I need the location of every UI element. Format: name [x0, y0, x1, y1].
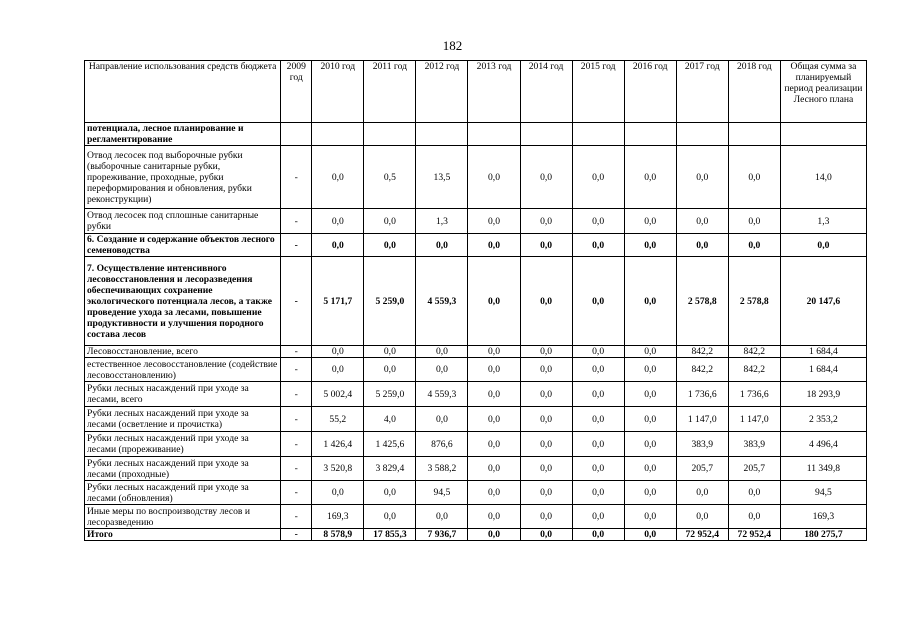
value-cell-2015: 0,0 [572, 432, 624, 457]
value-cell-2009: - [281, 432, 312, 457]
table-row [85, 407, 867, 432]
value-cell-2017: 0,0 [676, 481, 728, 505]
value-cell-2009: - [281, 529, 312, 541]
value-cell-total: 2 353,2 [780, 407, 866, 432]
table-row [85, 257, 867, 346]
value-cell-2016: 0,0 [624, 505, 676, 529]
value-cell-2014: 0,0 [520, 432, 572, 457]
value-cell-2015: 0,0 [572, 358, 624, 382]
value-cell-2010: 0,0 [312, 146, 364, 209]
table-row [85, 209, 867, 234]
value-cell-total: 11 349,8 [780, 457, 866, 481]
value-cell-2014: 0,0 [520, 358, 572, 382]
table-row [85, 457, 867, 481]
value-cell-2009 [281, 123, 312, 146]
value-cell-2015: 0,0 [572, 209, 624, 234]
value-cell-2015 [572, 123, 624, 146]
value-cell-2013: 0,0 [468, 481, 520, 505]
value-cell-2014: 0,0 [520, 481, 572, 505]
value-cell-2012: 7 936,7 [416, 529, 468, 541]
value-cell-2013: 0,0 [468, 529, 520, 541]
value-cell-2016: 0,0 [624, 257, 676, 346]
value-cell-total: 1 684,4 [780, 358, 866, 382]
value-cell-2016: 0,0 [624, 407, 676, 432]
header-2014: 2014 год [520, 61, 572, 123]
value-cell-2014: 0,0 [520, 457, 572, 481]
value-cell-2014: 0,0 [520, 407, 572, 432]
value-cell-2018: 383,9 [728, 432, 780, 457]
value-cell-2017: 383,9 [676, 432, 728, 457]
value-cell-2018: 205,7 [728, 457, 780, 481]
value-cell-2010: 169,3 [312, 505, 364, 529]
header-2013: 2013 год [468, 61, 520, 123]
value-cell-2009: - [281, 257, 312, 346]
value-cell-2015: 0,0 [572, 257, 624, 346]
value-cell-2012: 13,5 [416, 146, 468, 209]
value-cell-2018: 0,0 [728, 505, 780, 529]
value-cell-2012: 0,0 [416, 358, 468, 382]
row-label-cell: Отвод лесосек под выборочные рубки (выборочные санитарные рубки, прореживание, проходные, рубки переформирования и обновления, рубки реконструкции) [85, 146, 281, 209]
table-row [85, 529, 867, 541]
value-cell-total: 1,3 [780, 209, 866, 234]
value-cell-2013: 0,0 [468, 407, 520, 432]
value-cell-2014: 0,0 [520, 146, 572, 209]
value-cell-2009: - [281, 505, 312, 529]
value-cell-2017: 0,0 [676, 146, 728, 209]
table-row [85, 358, 867, 382]
value-cell-2017: 0,0 [676, 234, 728, 257]
value-cell-2014: 0,0 [520, 346, 572, 358]
value-cell-2015: 0,0 [572, 146, 624, 209]
value-cell-total: 14,0 [780, 146, 866, 209]
table-row [85, 346, 867, 358]
value-cell-2012: 0,0 [416, 234, 468, 257]
value-cell-2018: 1 147,0 [728, 407, 780, 432]
row-label-cell: потенциала, лесное планирование и регламентирование [85, 123, 281, 146]
value-cell-2015: 0,0 [572, 382, 624, 407]
table-row [85, 382, 867, 407]
header-total: Общая сумма за планируемый период реализации Лесного плана [780, 61, 866, 123]
value-cell-2010: 0,0 [312, 234, 364, 257]
value-cell-2013: 0,0 [468, 234, 520, 257]
value-cell-total [780, 123, 866, 146]
table-row [85, 234, 867, 257]
value-cell-2009: - [281, 146, 312, 209]
value-cell-2013 [468, 123, 520, 146]
row-label-cell: Рубки лесных насаждений при уходе за лесами (обновления) [85, 481, 281, 505]
value-cell-2011: 0,0 [364, 209, 416, 234]
value-cell-2011: 3 829,4 [364, 457, 416, 481]
value-cell-2012: 4 559,3 [416, 382, 468, 407]
value-cell-2017: 1 147,0 [676, 407, 728, 432]
value-cell-2009: - [281, 358, 312, 382]
header-2009: 2009 год [281, 61, 312, 123]
value-cell-2012: 1,3 [416, 209, 468, 234]
value-cell-2013: 0,0 [468, 358, 520, 382]
value-cell-2014: 0,0 [520, 234, 572, 257]
value-cell-total: 4 496,4 [780, 432, 866, 457]
value-cell-total: 169,3 [780, 505, 866, 529]
value-cell-2012: 94,5 [416, 481, 468, 505]
value-cell-2014: 0,0 [520, 529, 572, 541]
value-cell-2012: 876,6 [416, 432, 468, 457]
value-cell-2016: 0,0 [624, 432, 676, 457]
value-cell-2009: - [281, 209, 312, 234]
row-label-cell: 7. Осуществление интенсивного лесовосстановления и лесоразведения обеспечивающих сохранение экологического потенциала лесов, а также проведение ухода за лесами, повышение продуктивности и улучшения породного состава лесов [85, 257, 281, 346]
value-cell-total: 18 293,9 [780, 382, 866, 407]
value-cell-2013: 0,0 [468, 505, 520, 529]
header-2010: 2010 год [312, 61, 364, 123]
value-cell-2011: 0,0 [364, 358, 416, 382]
value-cell-2010: 5 171,7 [312, 257, 364, 346]
value-cell-2010: 0,0 [312, 358, 364, 382]
row-label-cell: Иные меры по воспроизводству лесов и лесоразведению [85, 505, 281, 529]
row-label-cell: Рубки лесных насаждений при уходе за лесами (осветление и прочистка) [85, 407, 281, 432]
value-cell-2011: 0,0 [364, 481, 416, 505]
value-cell-2018: 1 736,6 [728, 382, 780, 407]
value-cell-2015: 0,0 [572, 505, 624, 529]
value-cell-2014: 0,0 [520, 505, 572, 529]
value-cell-2018: 842,2 [728, 358, 780, 382]
value-cell-total: 94,5 [780, 481, 866, 505]
value-cell-2010 [312, 123, 364, 146]
header-direction: Направление использования средств бюджета [85, 61, 281, 123]
value-cell-2009: - [281, 481, 312, 505]
value-cell-2012: 3 588,2 [416, 457, 468, 481]
value-cell-2011: 0,5 [364, 146, 416, 209]
value-cell-2011: 17 855,3 [364, 529, 416, 541]
header-2016: 2016 год [624, 61, 676, 123]
row-label-cell: Рубки лесных насаждений при уходе за лесами (проходные) [85, 457, 281, 481]
row-label-cell: Рубки лесных насаждений при уходе за лесами, всего [85, 382, 281, 407]
value-cell-2015: 0,0 [572, 481, 624, 505]
value-cell-2014: 0,0 [520, 382, 572, 407]
value-cell-2011: 4,0 [364, 407, 416, 432]
value-cell-2011: 0,0 [364, 505, 416, 529]
value-cell-2016: 0,0 [624, 481, 676, 505]
value-cell-2012 [416, 123, 468, 146]
value-cell-2015: 0,0 [572, 529, 624, 541]
value-cell-total: 20 147,6 [780, 257, 866, 346]
value-cell-2015: 0,0 [572, 407, 624, 432]
value-cell-2015: 0,0 [572, 346, 624, 358]
header-row [85, 61, 867, 123]
value-cell-2017: 0,0 [676, 505, 728, 529]
value-cell-2018: 0,0 [728, 146, 780, 209]
value-cell-2017: 1 736,6 [676, 382, 728, 407]
budget-table [84, 60, 867, 541]
header-2015: 2015 год [572, 61, 624, 123]
row-label-cell: Отвод лесосек под сплошные санитарные рубки [85, 209, 281, 234]
value-cell-2010: 0,0 [312, 209, 364, 234]
value-cell-2011: 1 425,6 [364, 432, 416, 457]
header-2011: 2011 год [364, 61, 416, 123]
value-cell-2013: 0,0 [468, 457, 520, 481]
value-cell-2012: 0,0 [416, 505, 468, 529]
value-cell-2018: 0,0 [728, 481, 780, 505]
value-cell-2016: 0,0 [624, 358, 676, 382]
value-cell-2014: 0,0 [520, 209, 572, 234]
value-cell-2018: 2 578,8 [728, 257, 780, 346]
value-cell-2011 [364, 123, 416, 146]
value-cell-2016: 0,0 [624, 529, 676, 541]
value-cell-2017: 842,2 [676, 346, 728, 358]
value-cell-2010: 5 002,4 [312, 382, 364, 407]
value-cell-2009: - [281, 407, 312, 432]
value-cell-2016: 0,0 [624, 146, 676, 209]
table-row [85, 123, 867, 146]
header-2018: 2018 год [728, 61, 780, 123]
value-cell-2016: 0,0 [624, 346, 676, 358]
value-cell-total: 180 275,7 [780, 529, 866, 541]
value-cell-2018: 72 952,4 [728, 529, 780, 541]
value-cell-2011: 0,0 [364, 346, 416, 358]
value-cell-2012: 4 559,3 [416, 257, 468, 346]
value-cell-2012: 0,0 [416, 346, 468, 358]
value-cell-2011: 0,0 [364, 234, 416, 257]
value-cell-2017: 72 952,4 [676, 529, 728, 541]
value-cell-2016: 0,0 [624, 234, 676, 257]
table-row [85, 505, 867, 529]
value-cell-2013: 0,0 [468, 382, 520, 407]
value-cell-2017 [676, 123, 728, 146]
value-cell-2014: 0,0 [520, 257, 572, 346]
value-cell-2009: - [281, 457, 312, 481]
value-cell-2013: 0,0 [468, 346, 520, 358]
value-cell-2017: 0,0 [676, 209, 728, 234]
value-cell-2013: 0,0 [468, 146, 520, 209]
value-cell-2010: 0,0 [312, 346, 364, 358]
header-2012: 2012 год [416, 61, 468, 123]
value-cell-2013: 0,0 [468, 209, 520, 234]
row-label-cell: Итого [85, 529, 281, 541]
value-cell-2015: 0,0 [572, 457, 624, 481]
value-cell-2016: 0,0 [624, 209, 676, 234]
value-cell-2018: 0,0 [728, 209, 780, 234]
value-cell-2010: 0,0 [312, 481, 364, 505]
table-row [85, 481, 867, 505]
value-cell-2016: 0,0 [624, 382, 676, 407]
value-cell-2011: 5 259,0 [364, 382, 416, 407]
value-cell-2018: 842,2 [728, 346, 780, 358]
value-cell-2017: 2 578,8 [676, 257, 728, 346]
value-cell-2010: 8 578,9 [312, 529, 364, 541]
value-cell-2011: 5 259,0 [364, 257, 416, 346]
row-label-cell: Лесовосстановление, всего [85, 346, 281, 358]
value-cell-total: 0,0 [780, 234, 866, 257]
table-row [85, 146, 867, 209]
row-label-cell: 6. Создание и содержание объектов лесного семеноводства [85, 234, 281, 257]
value-cell-total: 1 684,4 [780, 346, 866, 358]
value-cell-2017: 842,2 [676, 358, 728, 382]
page-number: 182 [442, 38, 463, 53]
value-cell-2010: 55,2 [312, 407, 364, 432]
value-cell-2013: 0,0 [468, 432, 520, 457]
row-label-cell: естественное лесовосстановление (содействие лесовосстановлению) [85, 358, 281, 382]
table-row [85, 432, 867, 457]
value-cell-2018: 0,0 [728, 234, 780, 257]
value-cell-2015: 0,0 [572, 234, 624, 257]
value-cell-2009: - [281, 346, 312, 358]
value-cell-2014 [520, 123, 572, 146]
value-cell-2013: 0,0 [468, 257, 520, 346]
value-cell-2010: 3 520,8 [312, 457, 364, 481]
value-cell-2017: 205,7 [676, 457, 728, 481]
row-label-cell: Рубки лесных насаждений при уходе за лесами (прореживание) [85, 432, 281, 457]
value-cell-2012: 0,0 [416, 407, 468, 432]
value-cell-2018 [728, 123, 780, 146]
value-cell-2016: 0,0 [624, 457, 676, 481]
value-cell-2009: - [281, 234, 312, 257]
header-2017: 2017 год [676, 61, 728, 123]
value-cell-2016 [624, 123, 676, 146]
value-cell-2009: - [281, 382, 312, 407]
value-cell-2010: 1 426,4 [312, 432, 364, 457]
